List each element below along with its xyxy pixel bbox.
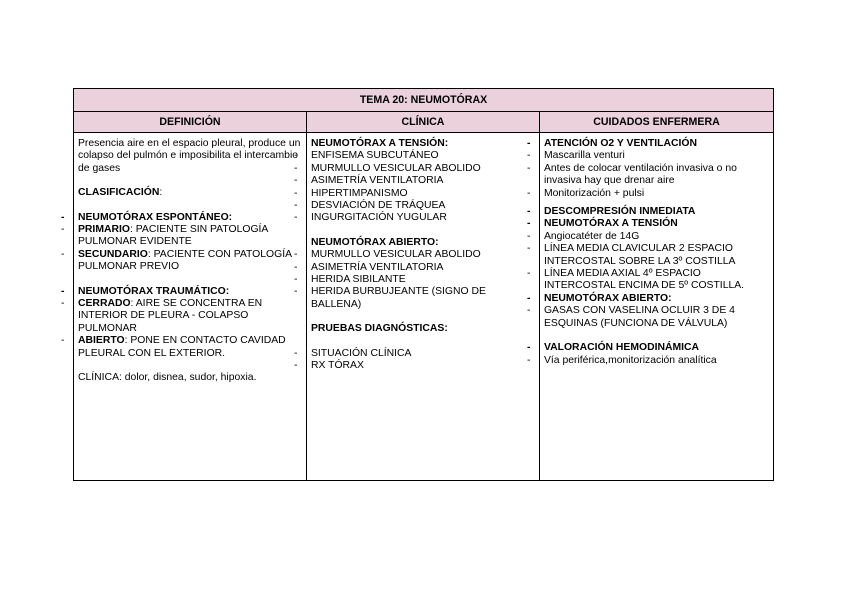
clasificacion-heading: CLASIFICACIÓN:: [78, 187, 163, 199]
header-definicion: DEFINICIÓN: [74, 112, 307, 133]
espontaneo-heading: - NEUMOTÓRAX ESPONTÁNEO:: [78, 212, 302, 224]
tension-cuidados-heading: - NEUMOTÓRAX A TENSIÓN: [544, 218, 769, 230]
cuidados-list-4: [544, 342, 769, 354]
list-item: - ABIERTO: PONE EN CONTACTO CAVIDAD PLEURAL CON EL EXTERIOR.: [78, 335, 302, 360]
traumatico-list-head: [78, 286, 302, 298]
definicion-cell: [74, 133, 307, 481]
clasificacion-list: [78, 212, 302, 224]
list-item: - Monitorización + pulsi: [544, 188, 769, 200]
header-clinica: CLÍNICA: [306, 112, 539, 133]
list-item: - Antes de colocar ventilación invasiva o no invasiva hay que drenar aire: [544, 163, 769, 188]
hemodinamica-heading: - VALORACIÓN HEMODINÁMICA: [544, 342, 769, 354]
definicion-intro: Presencia aire en el espacio pleural, produce un colapso del pulmón e imposibilita el intercambio de gases: [78, 138, 301, 174]
list-item: - ENFISEMA SUBCUTÁNEO: [311, 150, 535, 162]
list-item: - ASIMETRÍA VENTILATORIA: [311, 262, 535, 274]
header-cuidados: CUIDADOS ENFERMERA: [539, 112, 773, 133]
cuidados-list-2: [544, 206, 769, 231]
atencion-heading: - ATENCIÓN O2 Y VENTILACIÓN: [544, 138, 769, 150]
list-item: - INGURGITACIÓN YUGULAR: [311, 212, 535, 224]
pruebas-heading: PRUEBAS DIAGNÓSTICAS:: [310, 323, 448, 335]
abierto-list: [311, 249, 535, 311]
list-item: - HERIDA BURBUJEANTE (SIGNO DE BALLENA): [311, 286, 535, 311]
cuidados-list-1: [544, 138, 769, 150]
list-item: - DESVIACIÓN DE TRÁQUEA: [311, 200, 535, 212]
list-item: - Angiocatéter de 14G: [544, 231, 769, 243]
list-item: - PRIMARIO: PACIENTE SIN PATOLOGÍA PULMONAR EVIDENTE: [78, 224, 302, 249]
clinica-line: CLÍNICA: dolor, disnea, sudor, hipoxia.: [78, 372, 257, 384]
hemodinamica-list: [544, 355, 769, 367]
list-item: - LÍNEA MEDIA CLAVICULAR 2 ESPACIO INTERCOSTAL SOBRE LA 3º COSTILLA: [544, 243, 769, 268]
list-item: - RX TÓRAX: [311, 360, 535, 372]
cuidados-list-3: [544, 293, 769, 305]
clinica-cell: [306, 133, 539, 481]
traumatico-heading: - NEUMOTÓRAX TRAUMÁTICO:: [78, 286, 302, 298]
list-item: - SECUNDARIO: PACIENTE CON PATOLOGÍA PULMONAR PREVIO: [78, 249, 302, 274]
abierto-heading: NEUMOTÓRAX ABIERTO:: [310, 236, 439, 248]
list-item: - CERRADO: AIRE SE CONCENTRA EN INTERIOR DE PLEURA - COLAPSO PULMONAR: [78, 298, 302, 335]
traumatico-list: [78, 298, 302, 360]
summary-table: [73, 88, 774, 481]
pruebas-list: [311, 348, 535, 373]
espontaneo-list: [78, 224, 302, 274]
list-item: - HERIDA SIBILANTE: [311, 274, 535, 286]
tension-heading: NEUMOTÓRAX A TENSIÓN:: [310, 138, 449, 149]
abierto-cuidados-list: [544, 305, 769, 330]
descompresion-heading: - DESCOMPRESIÓN INMEDIATA: [544, 206, 769, 218]
list-item: - LÍNEA MEDIA AXIAL 4º ESPACIO INTERCOSTAL ENCIMA DE 5º COSTILLA.: [544, 268, 769, 293]
abierto-cuidados-heading: - NEUMOTÓRAX ABIERTO:: [544, 293, 769, 305]
tension-list: [311, 150, 535, 224]
table-title: TEMA 20: NEUMOTÓRAX: [74, 89, 774, 112]
list-item: - SITUACIÓN CLÍNICA: [311, 348, 535, 360]
list-item: - HIPERTIMPANISMO: [311, 188, 535, 200]
tension-cuidados-list: [544, 231, 769, 293]
list-item: - Mascarilla venturi: [544, 150, 769, 162]
list-item: - MURMULLO VESICULAR ABOLIDO: [311, 163, 535, 175]
list-item: - GASAS CON VASELINA OCLUIR 3 DE 4 ESQUINAS (FUNCIONA DE VÁLVULA): [544, 305, 769, 330]
cuidados-cell: [539, 133, 773, 481]
list-item: - Vía periférica,monitorización analítica: [544, 355, 769, 367]
atencion-list: [544, 150, 769, 200]
list-item: - ASIMETRÍA VENTILATORIA: [311, 175, 535, 187]
list-item: - MURMULLO VESICULAR ABOLIDO: [311, 249, 535, 261]
